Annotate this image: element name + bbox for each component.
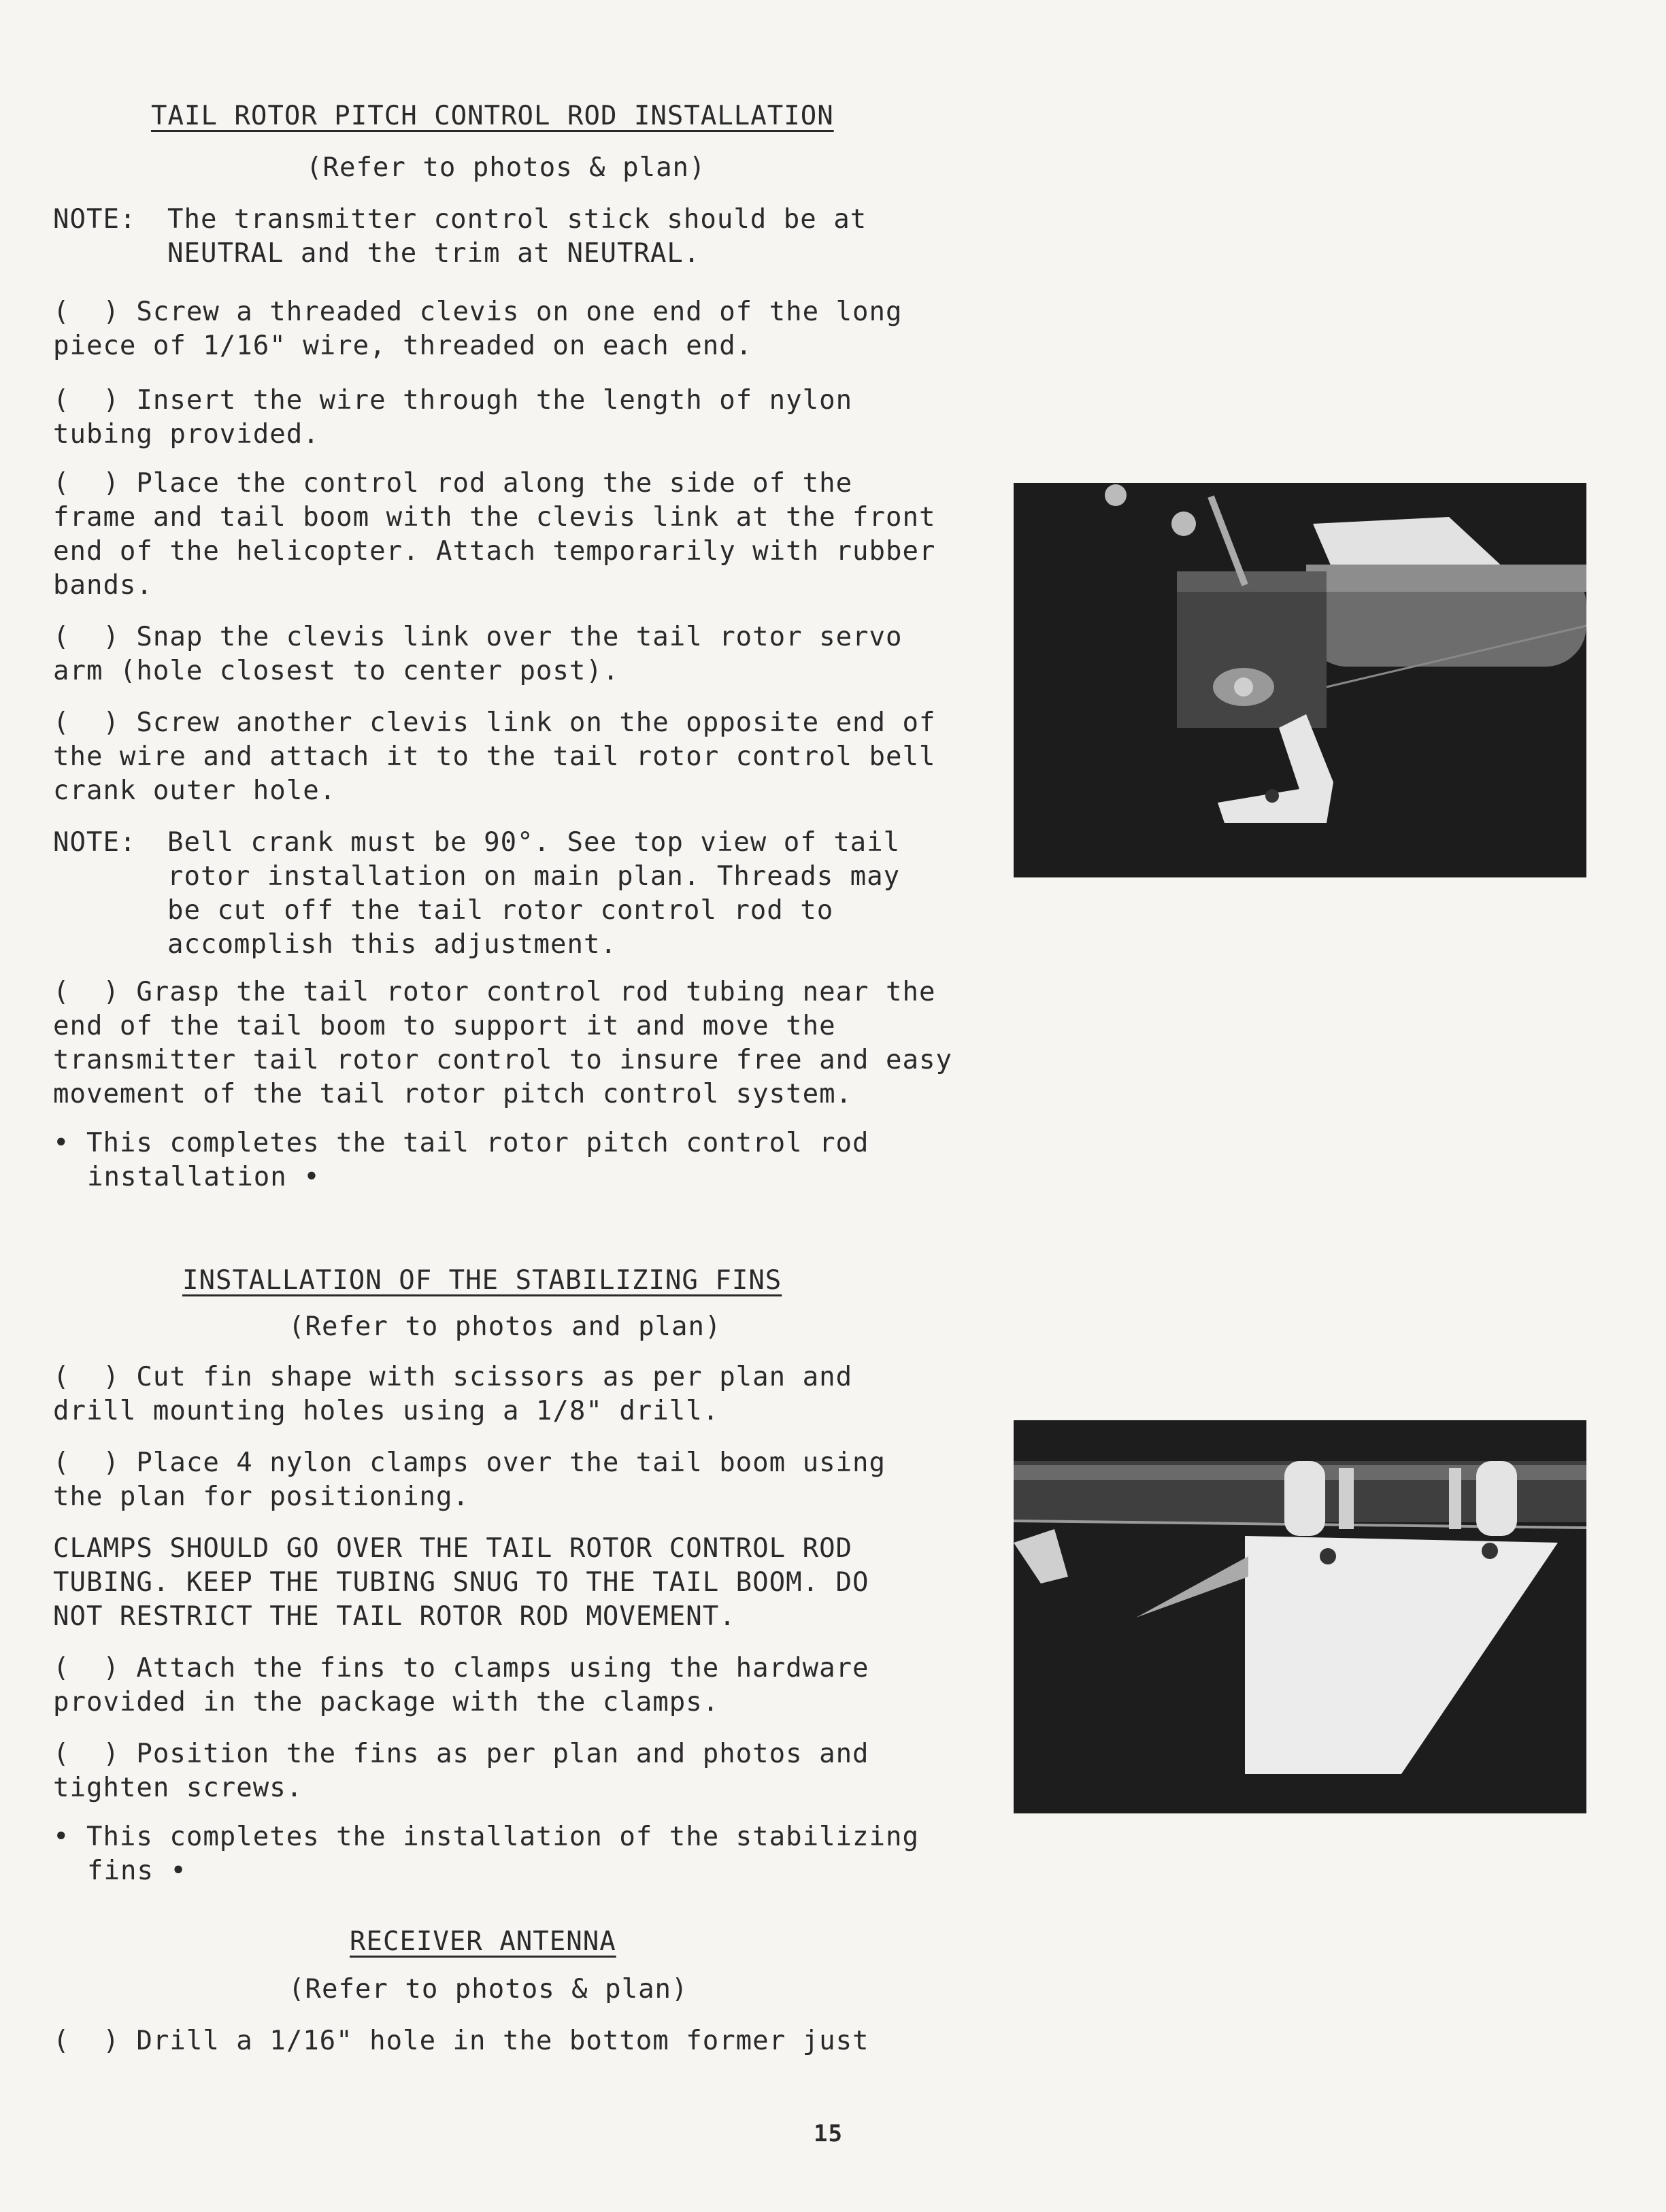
checkbox[interactable]: ( ) <box>53 385 120 416</box>
completion-note: • This completes the installation of the stabilizing fins • <box>53 1822 919 1886</box>
note-text: The transmitter control stick should be at NEUTRAL and the trim at NEUTRAL. <box>167 204 867 269</box>
section-tail-rotor-pitch <box>53 99 978 1194</box>
note-label: NOTE: <box>53 827 137 858</box>
step-text: Place 4 nylon clamps over the tail boom using the plan for positioning. <box>53 1447 886 1512</box>
section-subtitle: (Refer to photos & plan) <box>306 152 706 183</box>
step-text: Snap the clevis link over the tail rotor servo arm (hole closest to center post). <box>53 622 903 686</box>
stabilizing-fins-photo <box>1014 1420 1586 1813</box>
checkbox[interactable]: ( ) <box>53 977 120 1007</box>
step-item <box>53 467 937 603</box>
step-text: Attach the fins to clamps using the hardware provided in the package with the clamps. <box>53 1653 869 1717</box>
checkbox[interactable]: ( ) <box>53 1739 120 1769</box>
completion-note: • This completes the tail rotor pitch control rod installation • <box>53 1128 869 1192</box>
stabilizing-fins-illustration <box>1014 1420 1586 1813</box>
step-text: Place the control rod along the side of the frame and tail boom with the clevis link at the front end of the helicopter. Attach temporarily with rubber bands. <box>53 468 936 601</box>
note <box>53 826 965 962</box>
step-text: Position the fins as per plan and photos and tighten screws. <box>53 1739 869 1803</box>
section-stabilizing-fins <box>53 1264 978 1888</box>
section-subtitle: (Refer to photos and plan) <box>288 1311 722 1342</box>
step-item <box>53 384 937 452</box>
step-text: Drill a 1/16" hole in the bottom former just <box>136 2026 869 2056</box>
section-subtitle: (Refer to photos & plan) <box>288 1974 688 2005</box>
step-item <box>53 2024 978 2058</box>
step-text: Screw a threaded clevis on one end of the long piece of 1/16" wire, threaded on each end. <box>53 297 903 361</box>
step-item <box>53 706 937 808</box>
step-item <box>53 620 937 688</box>
section-title: TAIL ROTOR PITCH CONTROL ROD INSTALLATION <box>151 101 834 131</box>
checkbox[interactable]: ( ) <box>53 622 120 652</box>
checkbox[interactable]: ( ) <box>53 2026 120 2056</box>
step-item <box>53 1737 937 1805</box>
checkbox[interactable]: ( ) <box>53 707 120 738</box>
caps-note: CLAMPS SHOULD GO OVER THE TAIL ROTOR CONTROL ROD TUBING. KEEP THE TUBING SNUG TO THE TAIL BOOM. DO NOT RESTRICT THE TAIL ROTOR ROD MOVEMENT. <box>53 1533 869 1632</box>
step-text: Grasp the tail rotor control rod tubing near the end of the tail boom to support it and move the transmitter tail rotor control to insure free and easy movement of the tail rotor pitch control system. <box>53 977 952 1109</box>
step-item <box>53 1652 985 1720</box>
checkbox[interactable]: ( ) <box>53 1362 120 1392</box>
tail-rotor-photo <box>1014 483 1586 877</box>
note <box>53 203 965 271</box>
note-label: NOTE: <box>53 204 137 235</box>
step-item <box>53 1360 937 1428</box>
page-number: 15 <box>814 2120 843 2147</box>
checkbox[interactable]: ( ) <box>53 1653 120 1683</box>
checkbox[interactable]: ( ) <box>53 468 120 499</box>
note-text: Bell crank must be 90°. See top view of tail rotor installation on main plan. Threads may be cut off the tail rotor control rod to accomplish this adjustment. <box>167 827 901 960</box>
section-title: RECEIVER ANTENNA <box>350 1926 616 1957</box>
step-item <box>53 295 937 363</box>
step-text: Screw another clevis link on the opposite end of the wire and attach it to the tail rotor control bell crank outer hole. <box>53 707 936 806</box>
step-item <box>53 1446 937 1514</box>
section-receiver-antenna <box>53 1925 978 2058</box>
section-title: INSTALLATION OF THE STABILIZING FINS <box>182 1265 782 1296</box>
step-item <box>53 975 958 1111</box>
step-text: Insert the wire through the length of nylon tubing provided. <box>53 385 853 450</box>
tail-rotor-illustration <box>1014 483 1586 877</box>
checkbox[interactable]: ( ) <box>53 297 120 327</box>
step-text: Cut fin shape with scissors as per plan and drill mounting holes using a 1/8" drill. <box>53 1362 853 1426</box>
checkbox[interactable]: ( ) <box>53 1447 120 1478</box>
